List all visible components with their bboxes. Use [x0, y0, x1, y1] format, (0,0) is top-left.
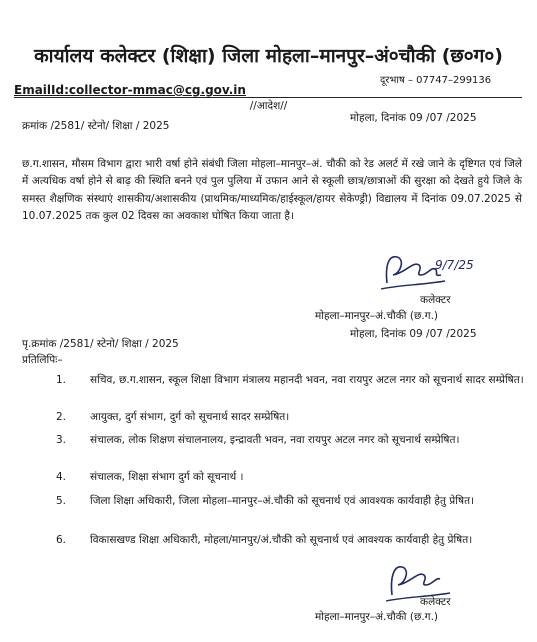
- header-divider: [14, 97, 522, 98]
- signature-place-date: मोहला, दिनांक 09 /07 /2025: [350, 328, 477, 340]
- office-title: कार्यालय कलेक्टर (शिक्षा) जिला मोहला–मानपुर–अं०चौकी (छ०ग०): [34, 45, 503, 67]
- copy-item-number: 5.: [56, 495, 67, 507]
- reference-number: क्रमांक /2581/ स्टेनो/ शिक्षा / 2025: [22, 120, 170, 132]
- order-heading: //आदेश//: [249, 100, 288, 112]
- signatory-designation: कलेक्टर: [420, 294, 451, 306]
- copy-item-text: जिला शिक्षा अधिकारी, जिला मोहला–मानपुर–अं.चौकी को सूचनार्थ एवं आवश्यक कार्यवाही हेतु प्रेषित।: [90, 495, 475, 507]
- order-place-date: मोहला, दिनांक 09 /07 /2025: [350, 112, 477, 124]
- order-body: छ.ग.शासन, मौसम विभाग द्वारा भारी वर्षा होने संबंधी जिला मोहला–मानपुर–अं. चौकी को रेड अलर्ट में रखे जाने के दृष्टिगत एवं जिले में अत्यधिक वर्षा होने से बाढ़ की स्थिति बनने एवं पुल पुलिया में उफान आने से स्कूली छात्र/छात्राओं की सुरक्षा को देखते हुये जिले के समस्त शैक्षणिक संस्थाएं शासकीय/अशासकीय (प्राथमिक/माध्यमिक/हाईस्कूल/हायर सेकेण्ड्री) विद्यालय में दिनांक 09.07.2025 से 10.07.2025 तक कुल 02 दिवस का अवकाश घोषित किया जाता है।: [22, 158, 522, 223]
- copy-item-text: संचालक, लोक शिक्षण संचालनालय, इन्द्रावती भवन, नवा रायपुर अटल नगर को सूचनार्थ सम्प्रेषित।: [90, 434, 460, 446]
- copy-item-text: सचिव, छ.ग.शासन, स्कूल शिक्षा विभाग मंत्रालय महानदी भवन, नवा रायपुर अटल नगर को सूचनार्थ सादर सम्प्रेषित।: [90, 374, 524, 386]
- endorsement-number: पृ.क्रमांक /2581/ स्टेनो/ शिक्षा / 2025: [22, 338, 179, 350]
- copy-item-number: 3.: [56, 434, 67, 446]
- signature-date: 9/7/25: [435, 258, 474, 272]
- copy-item-number: 4.: [56, 471, 67, 483]
- copy-item-text: विकासखण्ड शिक्षा अधिकारी, मोहला/मानपुर/अं.चौकी को सूचनार्थ एवं आवश्यक कार्यवाही हेतु प्रेषित।: [90, 534, 473, 546]
- copy-to-label: प्रतिलिपिः–: [22, 354, 63, 366]
- copy-item-number: 2.: [56, 411, 67, 423]
- signatory-office-copy: मोहला–मानपुर–अं.चौकी (छ.ग.): [315, 611, 439, 623]
- copy-item-number: 1.: [56, 374, 67, 386]
- signatory-designation-copy: कलेक्टर: [420, 596, 451, 608]
- copy-item-text: आयुक्त, दुर्ग संभाग, दुर्ग को सूचनार्थ सादर सम्प्रेषित।: [90, 411, 290, 423]
- signatory-office: मोहला–मानपुर–अं.चौकी (छ.ग.): [315, 310, 439, 322]
- copy-item-text: संचालक, शिक्षा संभाग दुर्ग को सूचनार्थ ।: [90, 471, 244, 483]
- phone-number: दूरभाष – 07747–299136: [380, 75, 492, 86]
- email-address: EmailId:collector-mmac@cg.gov.in: [14, 83, 246, 97]
- copy-item-number: 6.: [56, 534, 67, 546]
